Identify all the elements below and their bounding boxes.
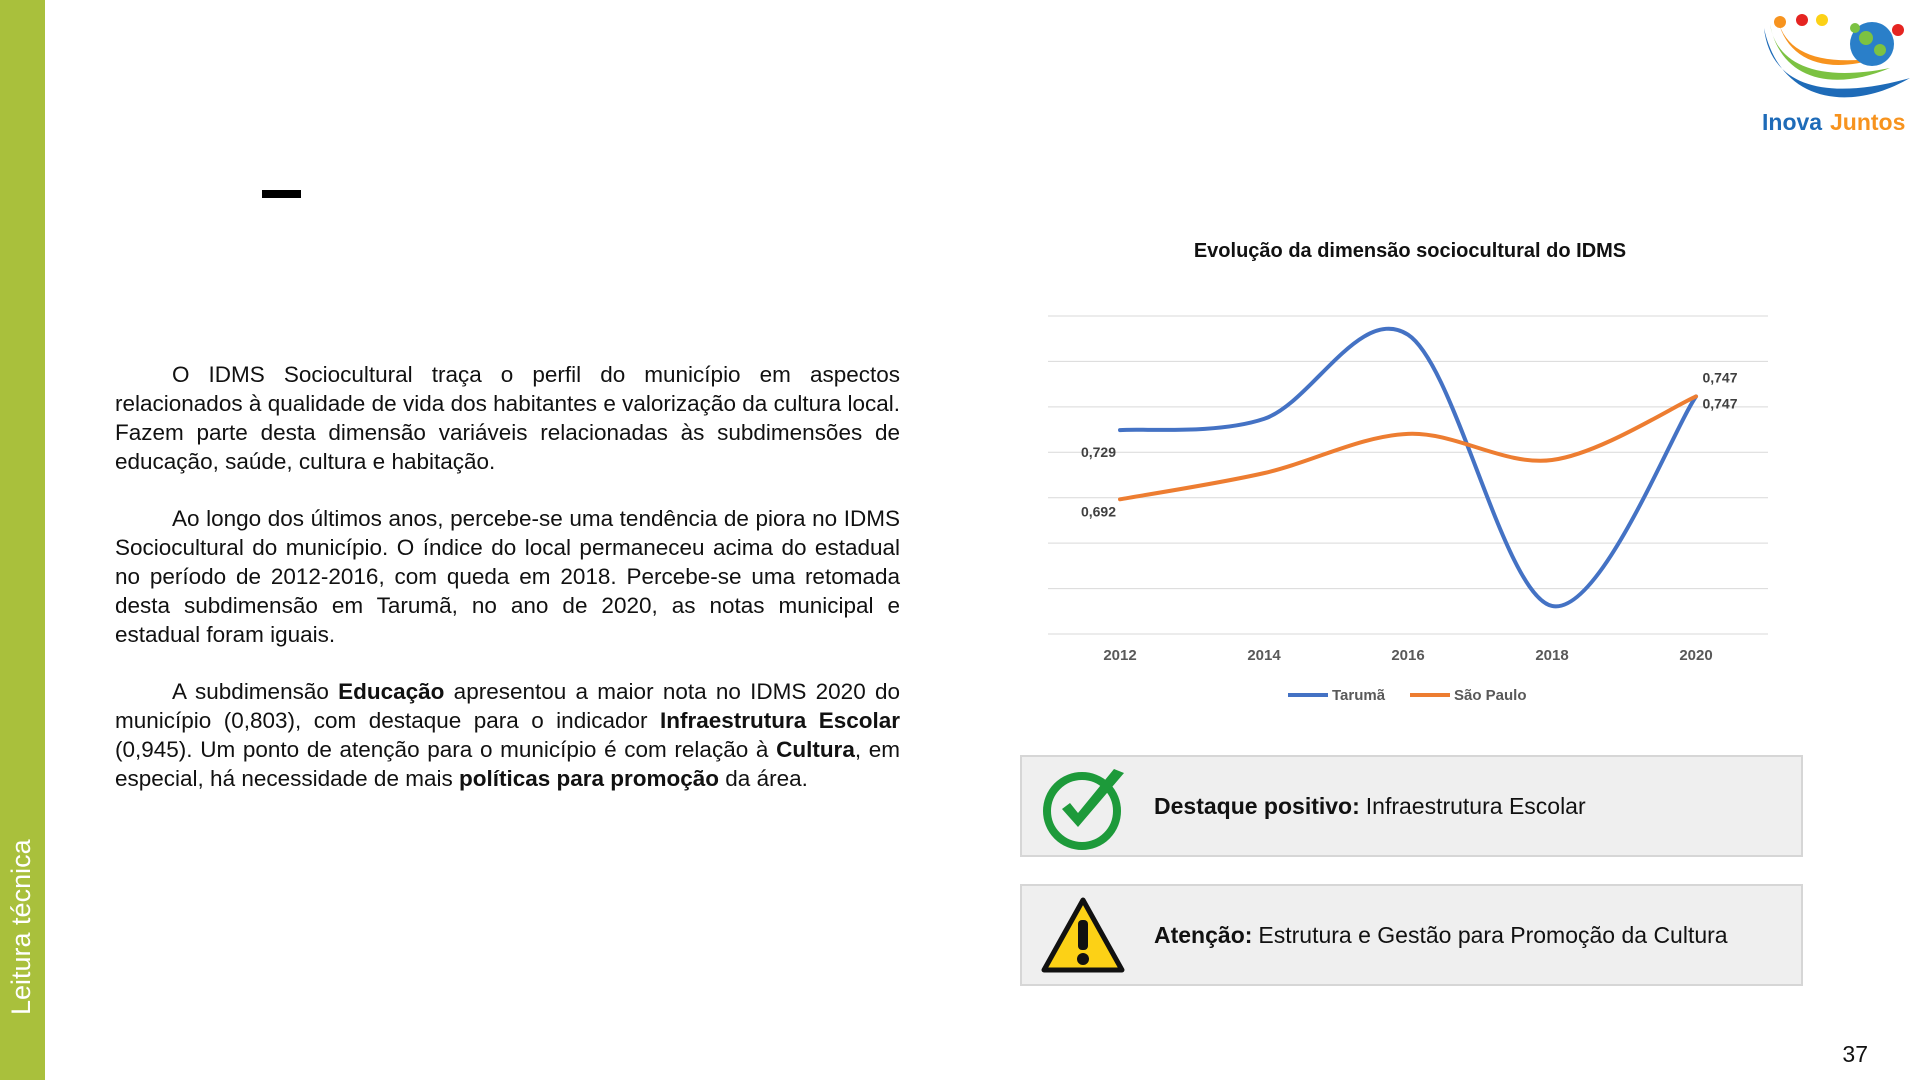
series-line-sao-paulo <box>1120 396 1696 499</box>
paragraph-3 <box>115 677 900 793</box>
data-label: 0,747 <box>1702 369 1738 386</box>
p3-bold-2: Infraestrutura Escolar <box>659 708 900 733</box>
p3-text-4: , em especial, há necessidade de mais <box>115 737 900 791</box>
p3-bold-4: políticas para promoção <box>458 766 720 791</box>
attention-callout-text <box>1154 886 1728 984</box>
paragraph-2: Ao longo dos últimos anos, percebe-se uma tendência de piora no IDMS Sociocultural do município. O índice do local permaneceu acima do estadual no período de 2012-2016, com queda em 2018. Percebe-se uma retomada desta subdimensão em Tarumã, no ano de 2020, as notas municipal e estadual foram iguais. <box>115 506 900 647</box>
data-label: 0,747 <box>1702 395 1738 412</box>
x-tick-label: 2018 <box>1535 647 1569 664</box>
body-text <box>115 360 900 821</box>
p3-bold-1: Educação <box>338 679 445 704</box>
attention-value: Estrutura e Gestão para Promoção da Cultura <box>1258 921 1728 948</box>
p3-text-1: A subdimensão <box>172 679 339 704</box>
positive-label: Destaque positivo: <box>1154 792 1360 819</box>
p3-bold-3: Cultura <box>776 737 855 762</box>
p3-text-3: (0,945). Um ponto de atenção para o município é com relação à <box>115 737 777 762</box>
positive-callout-text <box>1154 757 1586 855</box>
check-icon <box>1040 765 1132 851</box>
x-tick-label: 2014 <box>1247 647 1281 664</box>
p3-text-2: apresentou a maior nota no IDMS 2020 do município (0,803), com destaque para o indicador <box>115 679 900 733</box>
data-label: 0,729 <box>1080 444 1116 461</box>
legend-label: Tarumã <box>1332 687 1386 704</box>
paragraph-1: O IDMS Sociocultural traça o perfil do município em aspectos relacionados à qualidade de vida dos habitantes e valorização da cultura local. Fazem parte desta dimensão variáveis relacionadas às subdimensões de educação, saúde, cultura e habitação. <box>115 362 900 474</box>
line-chart <box>1030 300 1790 720</box>
positive-callout <box>1020 755 1803 857</box>
attention-callout <box>1020 884 1803 986</box>
x-tick-label: 2020 <box>1679 647 1713 664</box>
logo-text-inova: Inova <box>1762 109 1823 135</box>
x-tick-label: 2012 <box>1103 647 1137 664</box>
p3-text-5: da área. <box>719 766 808 791</box>
data-label: 0,692 <box>1080 503 1116 520</box>
chart-title: Evolução da dimensão sociocultural do IDMS <box>1193 240 1627 262</box>
page-number: 37 <box>1842 1041 1868 1067</box>
warning-icon <box>1040 894 1126 976</box>
logo-text-juntos: Juntos <box>1830 109 1906 135</box>
inova-juntos-logo <box>1760 8 1920 138</box>
sidebar-label: Leitura técnica <box>6 839 36 1015</box>
positive-value: Infraestrutura Escolar <box>1365 792 1586 819</box>
legend-label: São Paulo <box>1454 687 1527 704</box>
title-dash <box>262 190 301 198</box>
series-line-taruma <box>1120 329 1696 607</box>
x-tick-label: 2016 <box>1391 647 1425 664</box>
attention-label: Atenção: <box>1154 921 1253 948</box>
sidebar <box>0 0 45 1080</box>
